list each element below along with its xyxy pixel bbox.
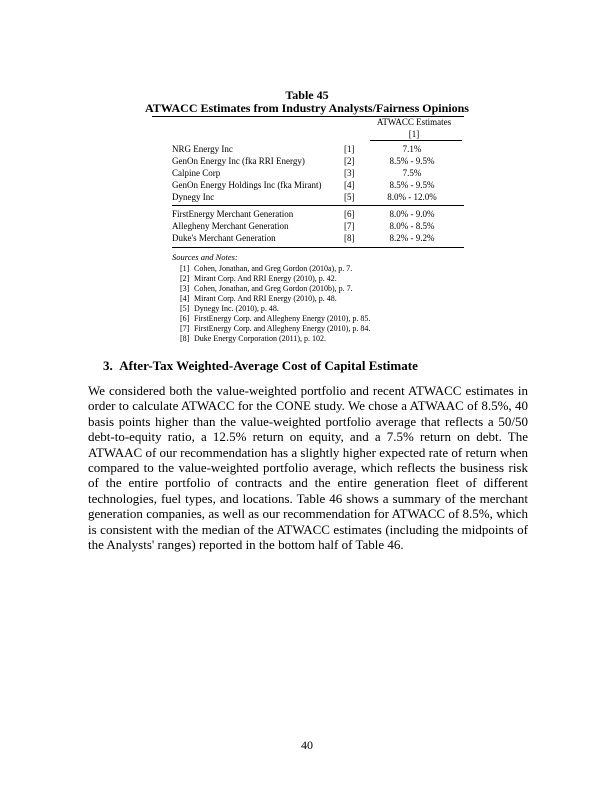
company-name: Calpine Corp [172,168,221,178]
source-ref: [1] [344,144,355,154]
table-bottom-rule [172,247,464,248]
note-item [180,274,337,284]
note-number: [8] [180,334,190,343]
company-name: Allegheny Merchant Generation [172,221,289,231]
company-name: GenOn Energy Inc (fka RRI Energy) [172,156,305,166]
note-number: [4] [180,294,190,303]
table-row [172,232,464,244]
note-number: [2] [180,274,190,283]
note-text: Duke Energy Corporation (2011), p. 102. [194,334,326,343]
note-item [180,304,279,314]
note-item [180,294,337,304]
note-text: Dynegy Inc. (2010), p. 48. [194,304,279,313]
company-name: Dynegy Inc [172,192,215,202]
section-heading: 3. After-Tax Weighted-Average Cost of Capital Estimate [103,358,418,373]
atwacc-value: 8.5% - 9.5% [389,180,435,190]
table-row [172,155,464,167]
table-row [172,167,464,179]
source-ref: [6] [344,209,355,219]
note-text: FirstEnergy Corp. and Allegheny Energy (2010), p. 85. [194,314,371,323]
table-title: Table 45 [285,88,329,102]
table-row [172,220,464,232]
source-ref: [2] [344,156,355,166]
column-header-ref: [1] [408,129,420,139]
column-header: ATWACC Estimates [376,117,452,127]
company-name: NRG Energy Inc [172,144,233,154]
atwacc-value: 8.2% - 9.2% [389,233,435,243]
source-ref: [4] [344,180,355,190]
note-item [180,264,352,274]
company-name: FirstEnergy Merchant Generation [172,209,294,219]
note-text: Cohen, Jonathan, and Greg Gordon (2010b), p. 7. [194,284,353,293]
source-ref: [7] [344,221,355,231]
atwacc-value: 8.0% - 12.0% [387,192,437,202]
notes-title: Sources and Notes: [172,252,238,262]
atwacc-value: 7.5% [402,168,422,178]
source-ref: [3] [344,168,355,178]
note-number: [1] [180,264,190,273]
atwacc-value: 8.0% - 8.5% [389,221,435,231]
atwacc-value: 8.5% - 9.5% [389,156,435,166]
source-ref: [5] [344,192,355,202]
note-item [180,284,353,294]
note-item [180,334,326,344]
page-number: 40 [301,738,313,752]
table-row [172,191,464,203]
note-text: Mirant Corp. And RRI Energy (2010), p. 42. [194,274,337,283]
note-text: FirstEnergy Corp. and Allegheny Energy (2010), p. 84. [194,324,371,333]
company-name: Duke's Merchant Generation [172,233,276,243]
note-number: [3] [180,284,190,293]
note-item [180,314,370,324]
body-paragraph: We considered both the value-weighted portfolio and recent ATWACC estimates in order to calculate ATWACC for the CONE study. We chose a ATWAAC of 8.5%, 40 basis points higher than the value-weighted portfolio average that reflects a 50/50 debt-to-equity ratio, a 12.5% return on equity, and a 7.5% return on debt. The ATWAAC of our recommendation has a slightly higher expected rate of return when compared to the value-weighted portfolio average, which reflects the business risk of the entire portfolio of contracts and the entire generation fleet of different technologies, fuel types, and locations. Table 46 shows a summary of the merchant generation companies, as well as our recommendation for ATWACC of 8.5%, which is consistent with the median of the ATWACC estimates (including the midpoints of the Analysts' ranges) reported in the bottom half of Table 46. [88,383,528,553]
source-ref: [8] [344,233,355,243]
group-divider [172,205,464,206]
table-row [172,179,464,191]
atwacc-value: 8.0% - 9.0% [389,209,435,219]
note-item [180,324,370,334]
note-number: [6] [180,314,190,323]
column-header-rule [370,140,462,141]
note-text: Cohen, Jonathan, and Greg Gordon (2010a), p. 7. [194,264,353,273]
table-row [172,208,464,220]
note-text: Mirant Corp. And RRI Energy (2010), p. 48. [194,294,337,303]
note-number: [7] [180,324,190,333]
atwacc-value: 7.1% [402,144,422,154]
note-number: [5] [180,304,190,313]
table-row [172,143,464,155]
table-subtitle: ATWACC Estimates from Industry Analysts/Fairness Opinions [145,101,469,115]
company-name: GenOn Energy Holdings Inc (fka Mirant) [172,180,322,190]
